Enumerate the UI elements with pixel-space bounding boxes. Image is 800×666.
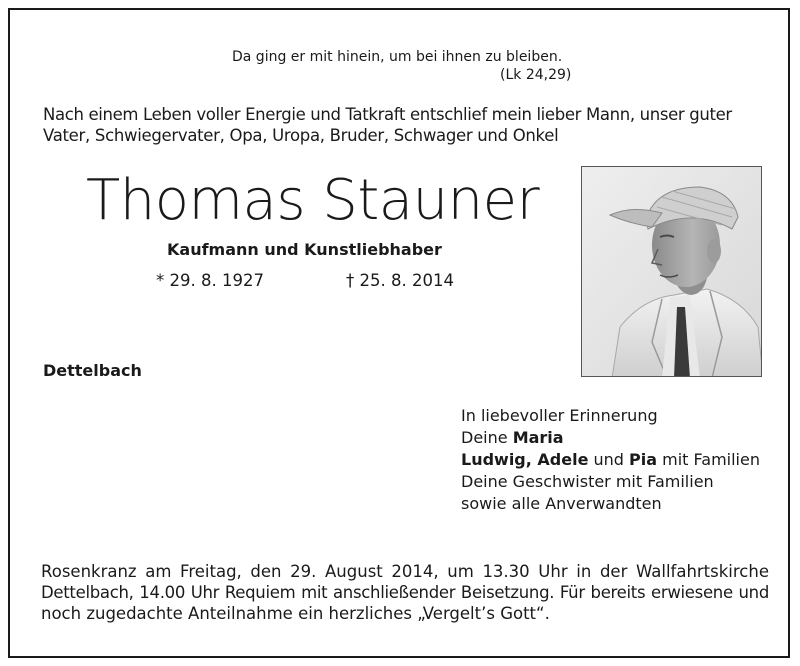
mourner-maria: Maria — [512, 428, 564, 447]
mourners-line-5: sowie alle Anverwandten — [461, 494, 662, 513]
deceased-occupation: Kaufmann und Kunstliebhaber — [167, 240, 442, 259]
place-name: Dettelbach — [43, 361, 142, 380]
mourners-line-2 — [461, 427, 760, 449]
mourner-ludwig-adele: Ludwig, Adele — [461, 450, 589, 469]
death-date: † 25. 8. 2014 — [346, 271, 454, 290]
portrait-photo-image — [582, 167, 762, 377]
deceased-name: Thomas Stauner — [86, 168, 540, 233]
mourners-line-2-prefix: Deine — [461, 428, 513, 447]
funeral-info-line-3: noch zugedachte Anteilnahme ein herzliches „Vergelt’s Gott“. — [41, 604, 550, 623]
bible-reference: (Lk 24,29) — [500, 67, 572, 83]
mourner-pia: Pia — [629, 450, 658, 469]
mourners-line-3-and: und — [588, 450, 630, 469]
bible-verse: Da ging er mit hinein, um bei ihnen zu bleiben. — [232, 49, 563, 65]
mourners-line-1: In liebevoller Erinnerung — [461, 406, 658, 425]
portrait-photo — [581, 166, 762, 377]
mourners-line-3 — [461, 449, 760, 471]
intro-line-2: Vater, Schwiegervater, Opa, Uropa, Bruder, Schwager und Onkel — [43, 126, 559, 145]
funeral-info-line-1: Rosenkranz am Freitag, den 29. August 2014, um 13.30 Uhr in der Wallfahrtskirche — [41, 562, 769, 581]
birth-date: * 29. 8. 1927 — [156, 271, 264, 290]
intro-line-1: Nach einem Leben voller Energie und Tatkraft entschlief mein lieber Mann, unser guter — [43, 105, 732, 124]
funeral-info — [41, 561, 769, 624]
mourners-block — [461, 405, 760, 515]
mourners-line-4: Deine Geschwister mit Familien — [461, 472, 714, 491]
mourners-line-3-suffix: mit Familien — [657, 450, 760, 469]
funeral-info-line-2: Dettelbach, 14.00 Uhr Requiem mit anschließender Beisetzung. Für bereits erwiesene und — [41, 583, 769, 602]
